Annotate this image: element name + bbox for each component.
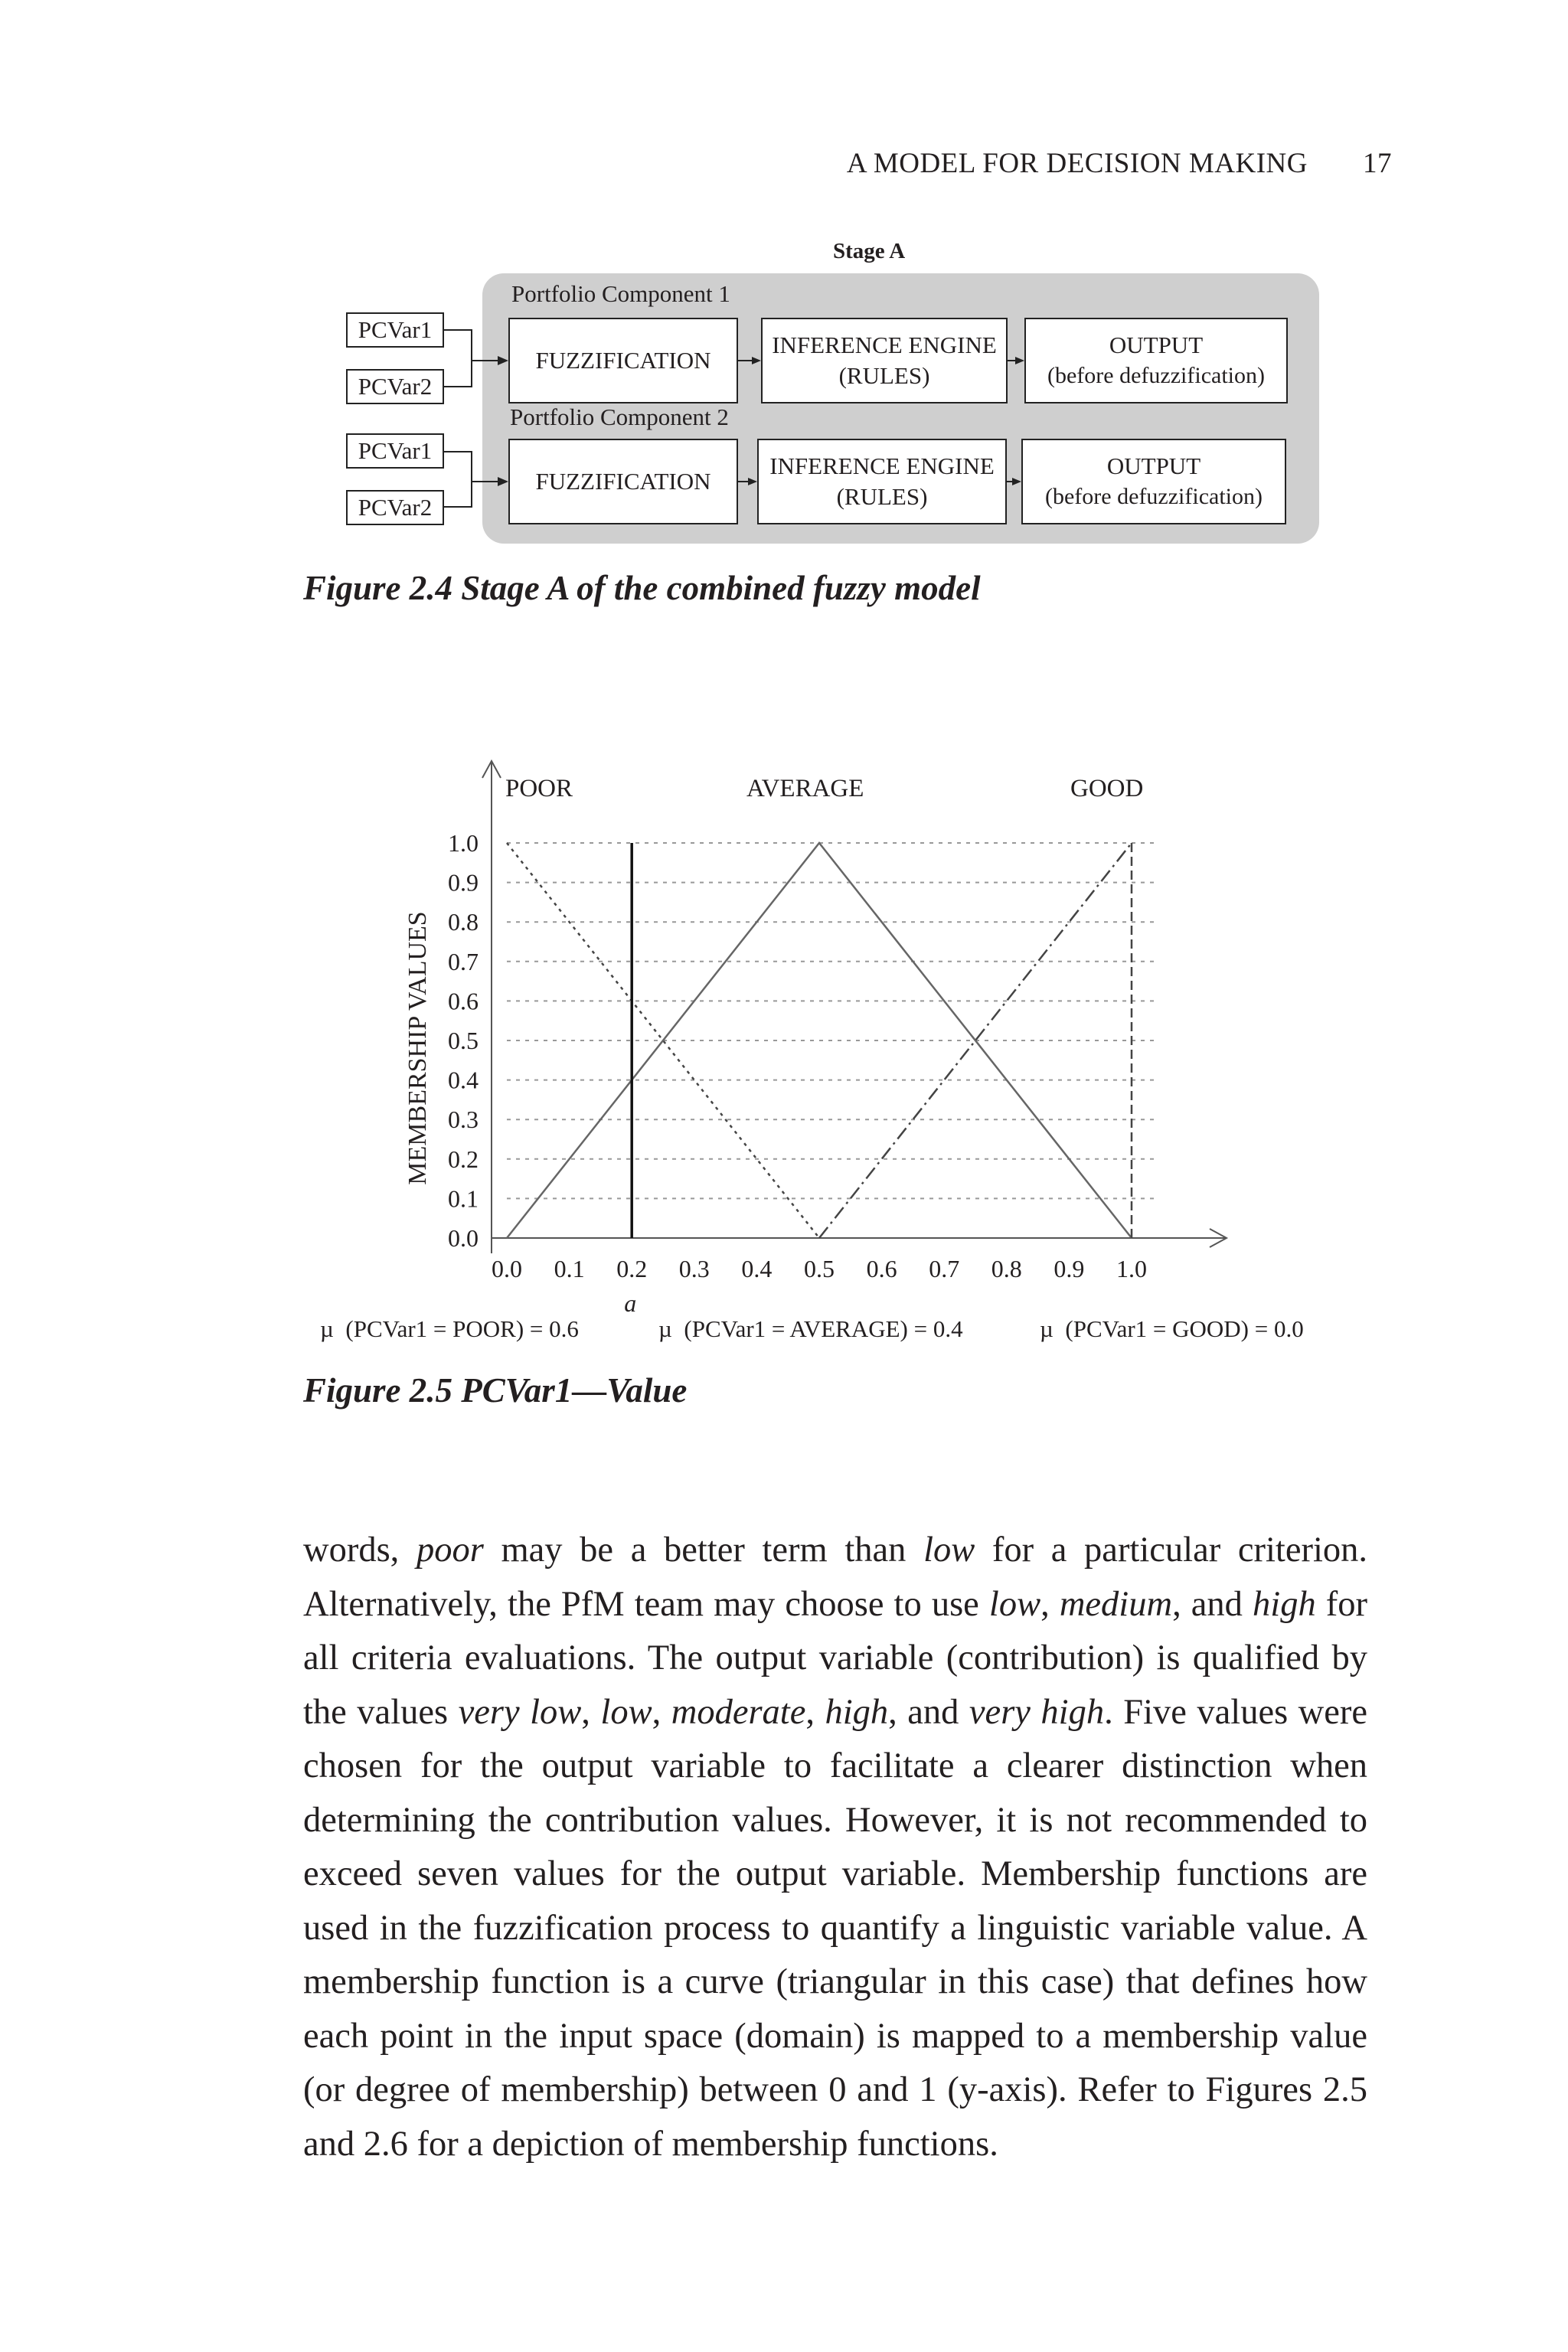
membership-result-text: (PCVar1 = GOOD) = 0.0 [1065,1315,1304,1342]
inference-engine-box [757,439,1007,524]
body-paragraph [303,1524,1367,2171]
y-tick-label: 0.2 [448,1145,479,1173]
inference-rules-label: (RULES) [836,483,928,510]
input-box-pcvar2: PCVar2 [346,369,444,404]
text-run: for a particular criterion. Alternatively, the PfM team may choose to use [303,1530,1367,1624]
output-box [1024,318,1288,403]
italic-term: poor [416,1530,484,1570]
text-run: , and [888,1692,969,1732]
x-tick-label: 0.7 [929,1255,960,1282]
fuzzification-label: FUZZIFICATION [535,347,711,374]
fuzzification-label: FUZZIFICATION [535,468,711,495]
x-tick-label: 0.9 [1054,1255,1085,1282]
membership-result-text: (PCVar1 = POOR) = 0.6 [345,1315,579,1342]
mu-symbol: µ [658,1315,672,1342]
text-run: , and [1172,1584,1253,1624]
x-tick-label: 0.3 [678,1255,710,1282]
figure-caption: Figure 2.5 PCVar1—Value [303,1371,688,1410]
paragraph [303,1524,1367,2171]
output-box [1021,439,1286,524]
text-run: may be a better term than [483,1530,924,1570]
x-tick-label: 0.4 [741,1255,773,1282]
stage-title: Stage A [833,239,906,263]
x-tick-label: 0.0 [492,1255,522,1282]
text-run: , [805,1692,825,1732]
input-box-pcvar2: PCVar2 [346,490,444,525]
text-run: , [1040,1584,1060,1624]
series-label-poor: POOR [505,775,573,802]
y-tick-label: 1.0 [448,829,479,857]
italic-term: high [825,1692,889,1732]
italic-term: moderate [671,1692,806,1732]
output-sub-label: (before defuzzification) [1045,484,1263,509]
figure-caption: Figure 2.4 Stage A of the combined fuzzy model [303,569,981,607]
input-box-pcvar1: PCVar1 [346,433,444,469]
x-tick-label: 0.6 [866,1255,897,1282]
figure-2-4 [0,0,1568,612]
italic-term: very low [458,1692,582,1732]
inference-engine-box [761,318,1008,403]
output-sub-label: (before defuzzification) [1047,363,1265,388]
marker-label-a: a [624,1289,637,1317]
inference-label: INFERENCE ENGINE [772,332,997,358]
chart-text [403,775,1147,1317]
inference-label: INFERENCE ENGINE [769,452,995,479]
membership-result [1040,1315,1304,1343]
output-label: OUTPUT [1106,452,1201,479]
series-label-average: AVERAGE [746,775,864,802]
input-box-pcvar1: PCVar1 [346,312,444,348]
italic-term: high [1253,1584,1316,1624]
series-label-good: GOOD [1070,775,1144,802]
text-run: , [652,1692,671,1732]
y-axis-label: MEMBERSHIP VALUES [403,911,432,1185]
y-tick-label: 0.7 [448,947,479,975]
y-tick-label: 0.0 [448,1224,479,1252]
output-label: OUTPUT [1109,332,1204,358]
membership-result-text: (PCVar1 = AVERAGE) = 0.4 [684,1315,963,1342]
running-title: A MODEL FOR DECISION MAKING [846,148,1308,179]
text-run: , [581,1692,601,1732]
italic-term: medium [1059,1584,1173,1624]
fuzzification-box [508,439,738,524]
fuzzification-box [508,318,738,403]
y-tick-label: 0.1 [448,1184,479,1213]
inference-rules-label: (RULES) [838,362,930,389]
y-tick-label: 0.6 [448,987,479,1015]
page-number: 17 [1363,148,1392,179]
x-tick-label: 0.1 [554,1255,585,1282]
membership-result [320,1315,579,1343]
italic-term: very high [969,1692,1105,1732]
axes [482,761,1227,1253]
y-tick-label: 0.5 [448,1027,479,1054]
membership-chart [0,720,1568,1348]
text-run: for all criteria evaluations. The output variable (contribution) is qualified by the values [303,1584,1368,1732]
y-tick-label: 0.8 [448,908,479,936]
y-tick-label: 0.9 [448,868,479,897]
italic-term: low [988,1584,1041,1624]
text-run: . Five values were chosen for the output variable to facilitate a clearer distinction when determining the contribution values. However, it is not recommended to exceed seven values for the output variable. Membership functions are used in the fuzzification process to quantify a linguistic variable value. A membership function is a curve (triangular in this case) that defines how each point in the input space (domain) is mapped to a membership value (or degree of membership) between 0 and 1 (y-axis). Refer to Figures 2.5 and 2.6 for a depiction of membership functions. [303,1692,1368,2164]
mu-symbol: µ [320,1315,334,1342]
x-tick-label: 1.0 [1116,1255,1147,1282]
y-tick-label: 0.4 [448,1066,479,1094]
component-label: Portfolio Component 2 [510,403,729,430]
italic-term: low [600,1692,652,1732]
y-tick-label: 0.3 [448,1106,479,1134]
x-tick-label: 0.5 [804,1255,835,1282]
membership-result [658,1315,963,1343]
x-tick-label: 0.8 [991,1255,1022,1282]
x-tick-label: 0.2 [616,1255,648,1282]
text-run: words, [303,1530,416,1570]
italic-term: low [923,1530,975,1570]
component-label: Portfolio Component 1 [511,280,730,307]
mu-symbol: µ [1040,1315,1054,1342]
